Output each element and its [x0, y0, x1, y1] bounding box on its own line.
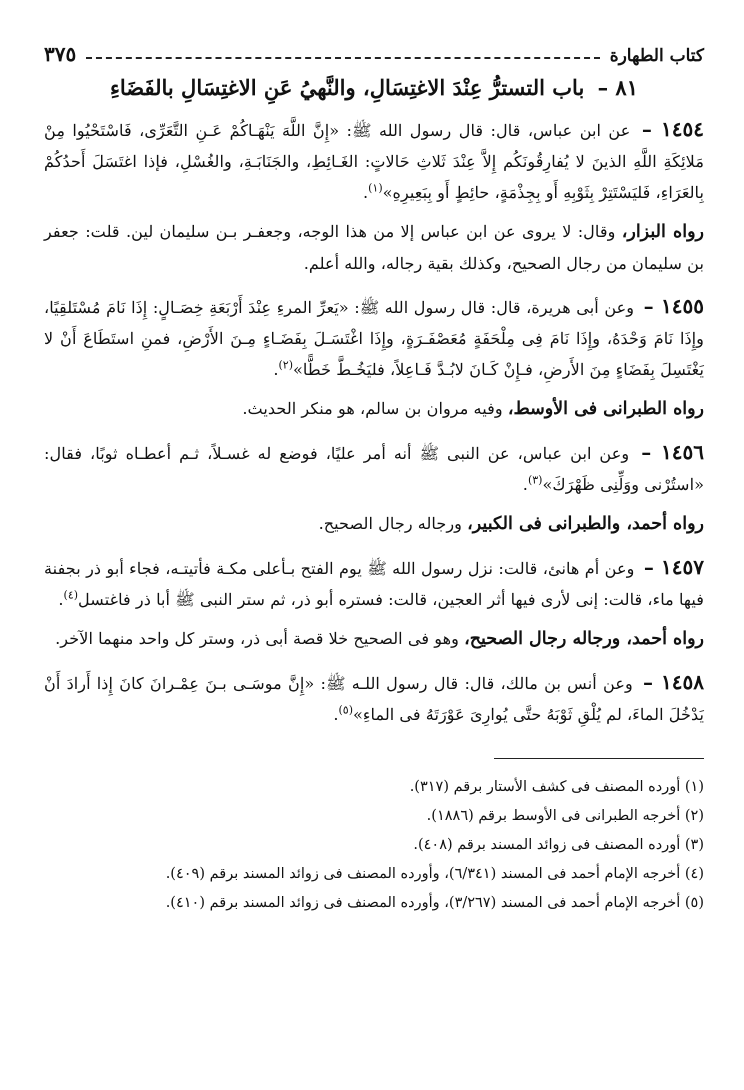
narrator-source: رواه أحمد، ورجاله رجال الصحيح،	[464, 628, 704, 649]
footnote: (١) أورده المصنف فى كشف الأستار برقم (٣١٧).	[409, 778, 704, 795]
hadith-1457	[44, 552, 704, 615]
footnotes-list	[44, 773, 704, 918]
footnote: (٤) أخرجه الإمام أحمد فى المسند (٦/٣٤١)، وأورده المصنف فى زوائد المسند برقم (٤٠٩).	[165, 865, 704, 882]
hadith-text: وعن أنس بن مالك، قال: قال رسول اللـه ﷺ: «إِنَّ موسَـى بـنَ عِمْـرانَ كانَ إِذا أَرادَ أَنْ يَدْخُلَ الماءَ، لم يُلْقِ ثَوْبَهُ حتَّى يُوارِىَ عَوْرَتَهُ فى الماءِ»	[44, 673, 704, 724]
takhrij-note-1456	[44, 508, 704, 540]
page-number: ٣٧٥	[44, 42, 77, 66]
sentence-end: .	[58, 589, 64, 609]
hadith-1456	[44, 437, 704, 500]
footnote-ref: (٣)	[527, 473, 543, 487]
book-title: كتاب الطهارة	[609, 46, 704, 66]
note-text: وفيه مروان بن سالم، هو منكر الحديث.	[242, 398, 503, 418]
chapter-title: باب التسترُّ عِنْدَ الاغتِسَالِ، والنَّهيُ عَنِ الاغتِسَالِ بالفَضَاءِ	[110, 75, 585, 100]
hadith-number: ١٤٥٧ –	[643, 554, 704, 579]
narrator-source: رواه الطبرانى فى الأوسط،	[507, 398, 704, 419]
hadith-number: ١٤٥٤ –	[641, 116, 704, 141]
sentence-end: .	[362, 182, 369, 202]
sentence-end: .	[273, 359, 279, 379]
hadith-number: ١٤٥٦ –	[641, 439, 704, 464]
footnote: (٢) أخرجه الطبرانى فى الأوسط برقم (١٨٨٦).	[426, 807, 704, 824]
footnote: (٣) أورده المصنف فى زوائد المسند برقم (٤٠٨).	[413, 836, 704, 853]
takhrij-note-1454	[44, 216, 704, 279]
note-text: وهو فى الصحيح خلا قصة أبى ذر، وستر كل واحد منهما الآخر.	[55, 628, 459, 648]
header-rule	[86, 57, 599, 59]
hadith-1454	[44, 114, 704, 208]
hadith-text: وعن أم هانئ، قالت: نزل رسول الله ﷺ يوم الفتح بـأعلى مكـة فأتيتـه، فجاء أبو ذر بجفنة فيها ماء، قالت: إنى لأرى فيها أثر العجين، قالت: فستره أبو ذر، ثم ستر النبى ﷺ أبا ذر فاغتسل	[44, 558, 704, 609]
hadith-1458	[44, 667, 704, 730]
footnote-ref: (٤)	[63, 588, 79, 602]
narrator-source: رواه أحمد، والطبرانى فى الكبير،	[467, 513, 704, 534]
footnote: (٥) أخرجه الإمام أحمد فى المسند (٣/٢٦٧)، وأورده المصنف فى زوائد المسند برقم (٤١٠).	[165, 894, 704, 911]
chapter-heading	[44, 72, 704, 104]
footnote-ref: (٥)	[338, 703, 354, 717]
hadith-text: وعن أبى هريرة، قال: قال رسول الله ﷺ: «يَعرِّ المرءِ عِنْدَ أَرْبَعَةِ خِصَـالٍ: إِذَا نَامَ مُسْتَلقِيًا، وإِذَا نَامَ وَحْدَهُ، وإِذَا نَامَ فِى مِلْحَفَةٍ مُعَصْفَـرَةٍ، وإِذَا اغْتَسَـلَ بِفَضَـاءٍ مِـنَ الأَرْضِ، فمنِ استَطَاعَ أَنْ لا يَغْتَسِلَ بِفَضَاءٍ مِنَ الأَرضِ، فـإِنْ كَـانَ لابُـدَّ فَـاعِلاً، فليَخُـطَّ خَطًّا»	[44, 297, 704, 379]
sentence-end: .	[522, 474, 528, 494]
footnote-separator	[494, 758, 704, 759]
sentence-end: .	[333, 704, 339, 724]
takhrij-note-1457	[44, 623, 704, 655]
narrator-source: رواه البزار،	[621, 221, 704, 242]
footnote-ref: (٢)	[278, 358, 294, 372]
chapter-number: ٨١ –	[597, 75, 638, 100]
hadith-number: ١٤٥٥ –	[643, 293, 704, 318]
note-text: ورجاله رجال الصحيح.	[318, 513, 462, 533]
running-header	[44, 28, 704, 66]
takhrij-note-1455	[44, 393, 704, 425]
hadith-text: وعن ابن عباس، عن النبى ﷺ أنه أمر عليًا، فوضع له غسـلاً، ثـم أعطـاه ثوبًا، فقال: «استُرْنى ووَلِّنِى ظَهْرَكَ»	[44, 443, 704, 494]
note-text: وقال: لا يروى عن ابن عباس إلا من هذا الوجه، وجعفـر بـن سليمان لين. قلت: جعفر بن سليمان من رجال الصحيح، وكذلك بقية رجاله، والله أعلم.	[44, 221, 704, 273]
hadith-text: عن ابن عباس، قال: قال رسول الله ﷺ: «إِنَّ اللَّهَ يَنْهَـاكُمْ عَـنِ التَّعَرِّى، فَاسْتَحْيُوا مِنْ مَلائِكَةِ اللَّهِ الذينَ لا يُفارِقُونَكُم إِلاَّ عِنْدَ ثَلاثِ حَالاتٍ: الغَـائِطِ، والجَنَابَـةِ، والغُسْلِ، فإذا اغتَسَلَ أَحدُكُمْ بِالعَرَاءِ، فَليَسْتَتِرْ بِثَوْبِهِ أَو بِجِذْمَةٍ، حائِطٍ أَو بِبَعِيرِهِ»	[44, 120, 704, 202]
hadith-number: ١٤٥٨ –	[643, 669, 705, 694]
footnote-ref: (١)	[368, 181, 383, 195]
hadith-1455	[44, 291, 704, 385]
